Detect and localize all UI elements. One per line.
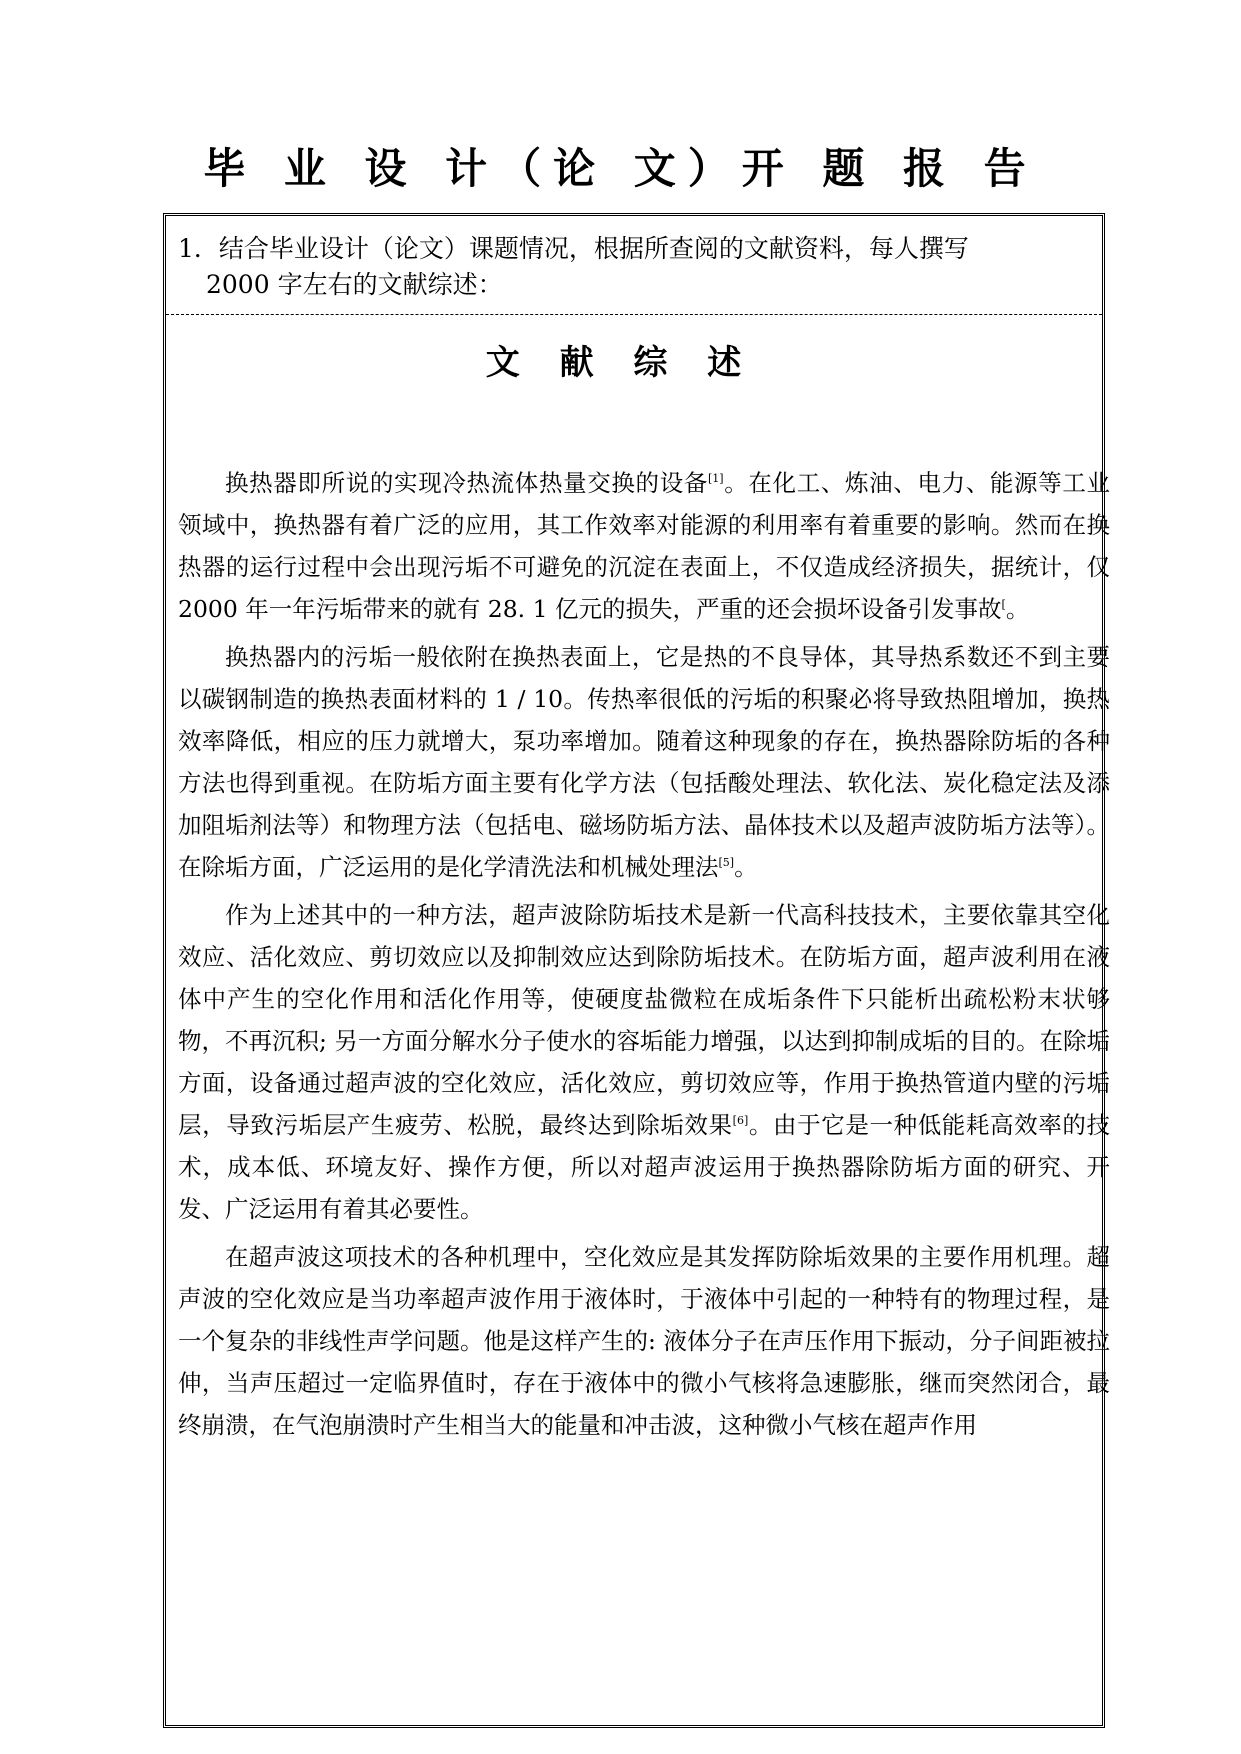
review-body [178,462,1110,1452]
citation: [6] [732,1114,749,1128]
paragraph: 换热器即所说的实现冷热流体热量交换的设备[1]。在化工、炼油、电力、能源等工业领域中，换热器有着广泛的应用，其工作效率对能源的利用率有着重要的影响。然而在换热器的运行过程中会出现污垢不可避免的沉淀在表面上，不仅造成经济损失，据统计，仅 2000 年一年污垢带来的就有 28. 1 亿元的损失，严重的还会损坏设备引发事故[。 [178,469,1111,623]
citation: [ [1001,598,1006,612]
prompt-line-1: 1．结合毕业设计（论文）课题情况，根据所查阅的文献资料，每人撰写 [178,234,969,263]
section-subtitle: 文 献 综 述 [485,343,756,383]
paragraph: 在超声波这项技术的各种机理中，空化效应是其发挥防除垢效果的主要作用机理。超声波的空化效应是当功率超声波作用于液体时，于液体中引起的一种特有的物理过程，是一个复杂的非线性声学问题。他是这样产生的: 液体分子在声压作用下振动，分子间距被拉伸，当声压超过一定临界值时，存在于液体中的微小气核将急速膨胀，继而突然闭合，最终崩溃，在气泡崩溃时产生相当大的能量和冲击波，这种微小气核在超声作用 [178,1243,1110,1439]
citation: [5] [718,856,735,870]
paragraph: 换热器内的污垢一般依附在换热表面上，它是热的不良导体，其导热系数还不到主要以碳钢制造的换热表面材料的 1 / 10。传热率很低的污垢的积聚必将导致热阻增加，换热效率降低，相应的压力就增大，泵功率增加。随着这种现象的存在，换热器除防垢的各种方法也得到重视。在防垢方面主要有化学方法（包括酸处理法、软化法、炭化稳定法及添加阻垢剂法等）和物理方法（包括电、磁场防垢方法、晶体技术以及超声波防垢方法等）。在除垢方面，广泛运用的是化学清洗法和机械处理法[5]。 [178,643,1110,881]
section-prompt [178,231,1088,303]
paragraph: 作为上述其中的一种方法，超声波除防垢技术是新一代高科技技术，主要依靠其空化效应、活化效应、剪切效应以及抑制效应达到除防垢技术。在防垢方面，超声波利用在液体中产生的空化作用和活化作用等，使硬度盐微粒在成垢条件下只能析出疏松粉末状够物，不再沉积; 另一方面分解水分子使水的容垢能力增强，以达到抑制成垢的目的。在除垢方面，设备通过超声波的空化效应，活化效应，剪切效应等，作用于换热管道内壁的污垢层，导致污垢层产生疲劳、松脱，最终达到除垢效果[6]。由于它是一种低能耗高效率的技术，成本低、环境友好、操作方便，所以对超声波运用于换热器除防垢方面的研究、开发、广泛运用有着其必要性。 [178,901,1111,1223]
prompt-line-2: 2000 字左右的文献综述： [206,270,503,299]
dashed-divider [166,314,1102,315]
page-title: 毕 业 设 计（论 文）开 题 报 告 [203,144,1038,193]
citation: [1] [708,472,724,486]
